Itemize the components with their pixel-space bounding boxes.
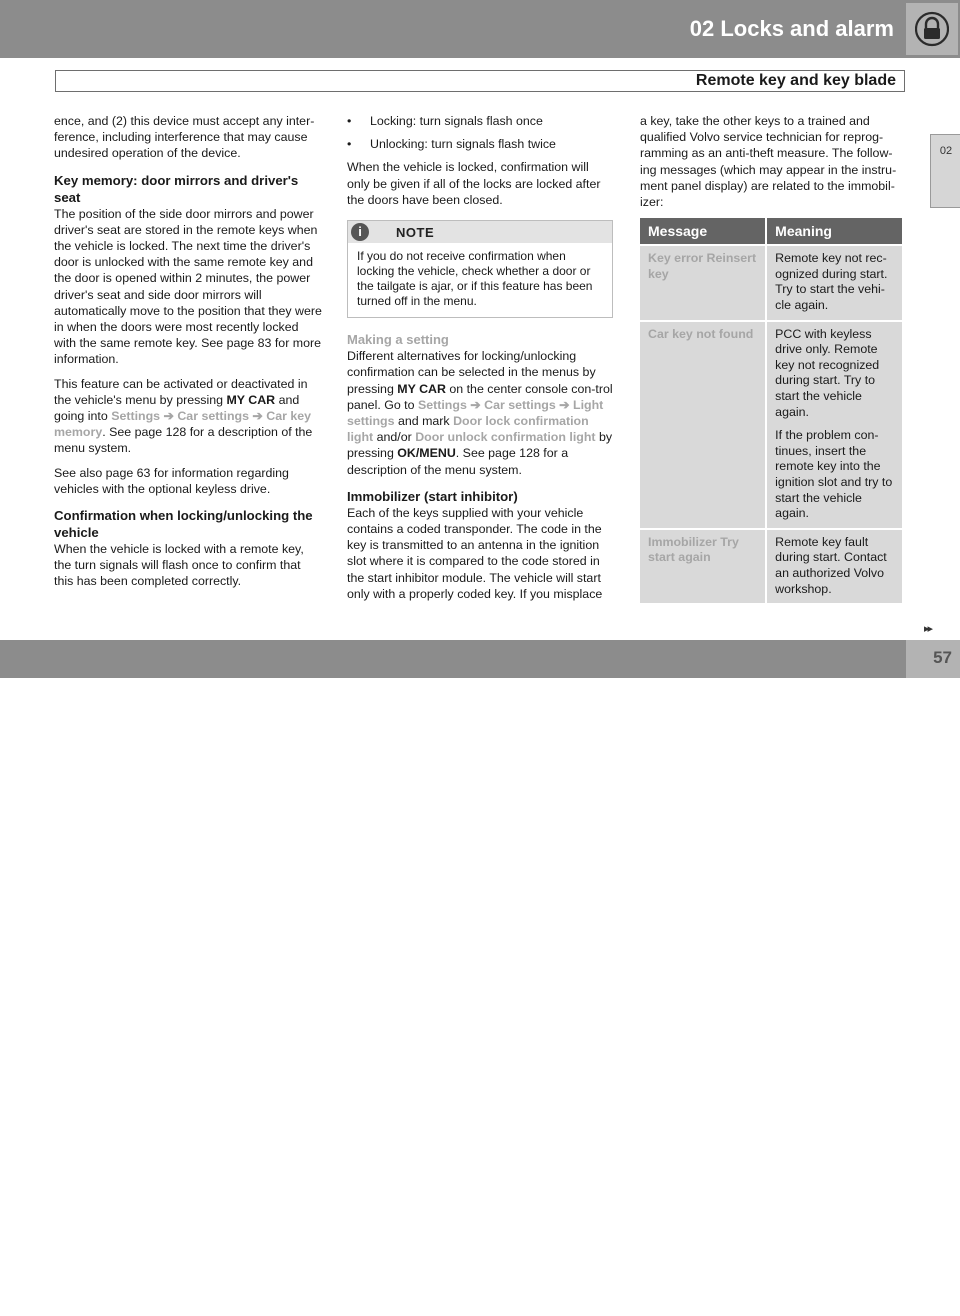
list-item bbox=[347, 113, 613, 129]
table-cell-meaning bbox=[767, 244, 902, 319]
menu-item-car-settings: Car settings bbox=[484, 397, 556, 412]
chapter-title: 02 Locks and alarm bbox=[689, 16, 894, 41]
list-item bbox=[347, 136, 613, 152]
meaning-text: If the problem con-tinues, insert the remote key into the ignition slot and try to start the vehicle again. bbox=[775, 428, 893, 521]
column-2 bbox=[347, 113, 613, 610]
section-bar bbox=[55, 70, 905, 92]
text: on the center console con-trol panel. Go to bbox=[347, 381, 613, 412]
menu-item-settings: Settings bbox=[417, 397, 467, 412]
table-cell-message: Key error Reinsert key bbox=[640, 244, 765, 319]
note-box bbox=[347, 220, 613, 318]
watermark: carmanualsonline.info bbox=[560, 1288, 815, 1315]
arrow-right-icon: ➔ bbox=[466, 397, 485, 412]
menu-item-car-key-memory: Car key memory bbox=[54, 409, 312, 440]
text: and going into bbox=[54, 392, 300, 424]
immobilizer-message-table bbox=[638, 218, 904, 603]
list-item-text: Unlocking: turn signals flash twice bbox=[370, 137, 556, 152]
text: by pressing bbox=[347, 430, 613, 461]
padlock-icon bbox=[915, 11, 949, 47]
column-1 bbox=[54, 113, 322, 598]
header-band bbox=[0, 0, 960, 58]
column-3 bbox=[640, 113, 906, 603]
heading-making-setting: Making a setting bbox=[347, 332, 449, 348]
bullet-icon: • bbox=[347, 114, 352, 128]
note-header bbox=[348, 221, 612, 243]
button-name: MY CAR bbox=[226, 392, 276, 407]
table-row bbox=[640, 528, 902, 603]
section-title: Remote key and key blade bbox=[695, 72, 896, 89]
table-cell-message: Immobilizer Try start again bbox=[640, 528, 765, 603]
menu-item-light-settings: Light settings bbox=[347, 397, 604, 429]
text: This feature can be activated or deactivated in the vehicle's menu by pressing bbox=[54, 376, 308, 407]
footer-band bbox=[0, 640, 960, 1315]
paragraph: The position of the side door mirrors and power driver's seat are stored in the remote keys when the vehicle is locked. The next time the driver's door is unlocked with the same remote key and the door is opened within 2 minutes, the power driver's seat and side door mirrors will automatically move to the position that they were in when the doors were most recently locked with the same remote key. See page 83 for more information. bbox=[54, 206, 322, 367]
note-text: If you do not receive confirmation when locking the vehicle, check whether a door or the tailgate is ajar, or if this feature has been turned off in the menu. bbox=[357, 249, 593, 309]
heading-key-memory: Key memory: door mirrors and driver's seat bbox=[54, 172, 299, 205]
table-header-meaning: Meaning bbox=[767, 218, 902, 244]
text: and mark bbox=[394, 414, 454, 429]
arrow-right-icon: ➔ bbox=[160, 409, 178, 424]
meaning-text: Remote key fault during start. Contact an authorized Volvo workshop. bbox=[775, 534, 887, 596]
list-item-text: Locking: turn signals flash once bbox=[370, 114, 543, 128]
bullet-icon: • bbox=[347, 137, 352, 152]
page-number-tile bbox=[906, 640, 960, 678]
table-header-message: Message bbox=[640, 218, 765, 244]
next-page-marker: ▸▸ bbox=[924, 623, 932, 635]
text: and/or bbox=[373, 430, 416, 445]
page-number: 57 bbox=[933, 648, 952, 667]
menu-item-settings: Settings bbox=[111, 409, 161, 424]
heading-immobilizer: Immobilizer (start inhibitor) bbox=[347, 488, 518, 504]
paragraph: a key, take the other keys to a trained and qualified Volvo service technician for reprog-ramming as an anti-theft measure. The follow-ing messages (which may appear in the instru-ment panel display) are related to the immobil-izer: bbox=[640, 114, 897, 210]
chapter-side-tab[interactable] bbox=[930, 134, 960, 208]
menu-item-door-lock-light: Door lock confirmation light bbox=[347, 414, 589, 445]
table-cell-meaning bbox=[767, 320, 902, 528]
button-name: OK/MENU bbox=[397, 446, 456, 461]
paragraph-menu-path bbox=[54, 376, 322, 457]
info-icon: i bbox=[351, 223, 369, 241]
table-cell-meaning bbox=[767, 528, 902, 603]
paragraph: Each of the keys supplied with your vehicle contains a coded transponder. The code in the key is transmitted to an antenna in the ignition slot where it is compared to the code stored in the start inhibitor module. The vehicle will start only with a properly coded key. If you misplace bbox=[347, 505, 603, 601]
table-header-row bbox=[640, 218, 902, 244]
button-name: MY CAR bbox=[397, 381, 446, 396]
meaning-text: Remote key not rec-ognized during start. Try to start the vehi-cle again. bbox=[775, 251, 888, 312]
menu-item-car-settings: Car settings bbox=[177, 409, 249, 424]
arrow-right-icon: ➔ bbox=[555, 397, 574, 412]
menu-item-door-unlock-light: Door unlock confirmation light bbox=[415, 430, 596, 445]
side-tab-label: 02 bbox=[939, 145, 953, 157]
table-cell-message: Car key not found bbox=[640, 320, 765, 528]
text: . See page 128 for a description of the menu system. bbox=[54, 425, 313, 456]
arrow-right-icon: ➔ bbox=[248, 409, 267, 424]
text: . See page 128 for a description of the menu system. bbox=[347, 446, 569, 477]
text: Different alternatives for locking/unlocking confirmation can be selected in the menus by pressing bbox=[347, 349, 596, 396]
paragraph: When the vehicle is locked with a remote key, the turn signals will flash once to confirm that this has been completed correctly. bbox=[54, 542, 304, 589]
paragraph: ence, and (2) this device must accept any inter-ference, including interference that may cause undesired operation of the device. bbox=[54, 114, 315, 161]
meaning-text: PCC with keyless drive only. Remote key not recognized during start. Try to start the vehicle again. bbox=[775, 326, 880, 419]
table-row bbox=[640, 244, 902, 319]
chapter-tile bbox=[906, 3, 958, 55]
paragraph: When the vehicle is locked, confirmation will only be given if all of the locks are locked after the doors have been closed. bbox=[347, 160, 601, 207]
paragraph: See also page 63 for information regarding vehicles with the optional keyless drive. bbox=[54, 465, 289, 496]
note-label: NOTE bbox=[396, 225, 435, 241]
heading-confirmation: Confirmation when locking/unlocking the vehicle bbox=[54, 508, 313, 541]
table-row bbox=[640, 320, 902, 528]
paragraph-menu-path bbox=[347, 348, 613, 478]
